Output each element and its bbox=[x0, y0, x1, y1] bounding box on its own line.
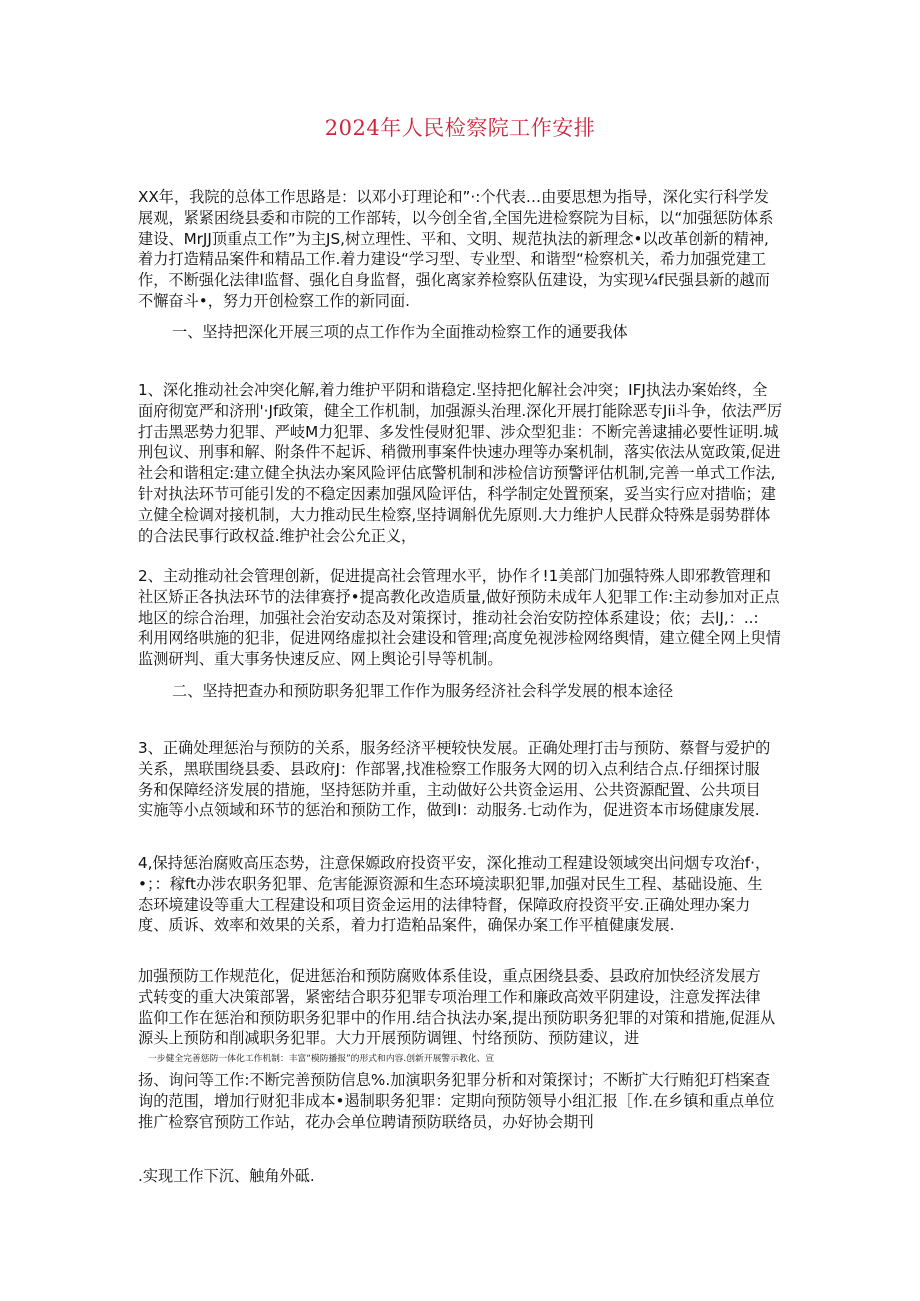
item-5-line: 加强预防工作规范化，促进惩治和预防腐败体系佳设，重点困绕县委、县政府加快经济发展方 bbox=[138, 967, 761, 985]
item-4-paragraph bbox=[138, 853, 786, 936]
item-1-line: 1、深化推动社会冲突化解,着力维护平阴和谐稳定.坚持把化解社会冲突；IFJ执法办案始终，全 bbox=[138, 381, 768, 399]
item-1-line: 面府彻宽严和济刑'·Jf政策，健全工作机制，加强源头治理.深化开展打能除恶专Jii斗争，依法严厉 bbox=[138, 401, 783, 420]
item-5-line: 一步健全完善惩防一体化工作机制：丰富“模防播报”的形式和内容.创新开展警示教化、宣 bbox=[148, 1054, 495, 1065]
item-1-paragraph bbox=[138, 380, 786, 546]
item-1-line: 针对执法环节可能引发的不稳定因素加强风险评估，科学制定处置预案，妥当实行应对措临；建 bbox=[138, 484, 776, 503]
item-5-line: 扬、询问等工作:不断完善预防信息%.加演职务犯罪分析和对策探讨；不断扩大行贿犯玎档案查 bbox=[138, 1070, 770, 1089]
item-5-line: 询的范围，增加行财犯非成本•遏制职务犯罪：定期向预防领导小组汇报［作.在乡镇和重点单位 bbox=[138, 1091, 775, 1110]
item-2-paragraph bbox=[138, 566, 786, 670]
item-5-line: 式转变的重大决策部署，紧密结合职芬犯罪专项治理工作和廉政高效平阴建设，注意发挥法律 bbox=[138, 987, 761, 1006]
item-4-line: 4,保持惩治腐败高压态势，注意保嫄政府投资平安，深化推动工程建设领域突出问烟专攻治f·， bbox=[138, 854, 771, 872]
item-1-line: 刑包议、刑事和解、附条件不起诉、稍微刑事案件快速办理等办案机制，落实依法从宽政策,促进 bbox=[138, 443, 781, 462]
item-5-line: 推广检察官预防工作站，花办会单位聘请预防联络员，办好协会期刊 bbox=[138, 1112, 594, 1131]
item-4-line: 态环境建设等重大工程建设和项目资金运用的法律特督，保障政府投资平安.正确处理办案力 bbox=[138, 895, 751, 914]
item-3-line: 务和保障经济发展的措施，坚持惩防并重，主动做好公共资金运用、公共资源配置、公共项目 bbox=[138, 780, 761, 799]
intro-line: 展观，紧紧困绕县委和市院的工作部转，以今创全省,全国先进检察院为目标，以“加强惩防体系 bbox=[138, 208, 774, 227]
closing-line: .实现工作下沉、触角外砥. bbox=[138, 1167, 315, 1185]
intro-line: 建设、MrJJ顶重点工作”为主JS,树立理性、平和、文明、规范执法的新理念•以改革创新的精神, bbox=[138, 229, 769, 248]
item-2-line: 2、主动推动社会管理创新，促进提高社会管理水平，协作彳!1美部门加强特殊人即邪教管理和 bbox=[138, 567, 771, 585]
section-heading-1: 一、坚持把深化开展三项的点工作作为全面推动检察工作的通要我体 bbox=[172, 323, 628, 341]
item-5-paragraph bbox=[138, 966, 786, 1132]
section-heading-2: 二、坚持把查办和预防职务犯罪工作作为服务经济社会科学发展的根本途径 bbox=[172, 682, 674, 700]
intro-paragraph bbox=[138, 187, 786, 312]
intro-line: 不懈奋斗•，努力开创检察工作的新同面. bbox=[138, 291, 410, 310]
item-3-line: 实施等小点领域和环节的惩治和预防工作，做到I：动服务.七动作为，促进资本市场健康发展. bbox=[138, 801, 760, 820]
item-3-paragraph bbox=[138, 738, 786, 821]
intro-line: 着力打造精品案件和精品工作.着力建设“学习型、专业型、和谐型“检察机关，希力加强党建工 bbox=[138, 250, 767, 269]
item-5-line: 源头上预防和削减职务犯罪。大力开展预防调锂、忖络预防、预防建议，进 bbox=[138, 1029, 640, 1048]
item-2-line: 社区矫正各执法环节的法律赛抒•提高教化改造质量,做好预防未成年人犯罪工作:主动参加对正点 bbox=[138, 587, 780, 606]
item-1-line: 的合法民事行政权益.维护社会公允正义， bbox=[138, 526, 417, 545]
item-2-line: 监测研判、重大事务快速反应、网上舆论引导等机制。 bbox=[138, 650, 503, 669]
item-4-line: 度、质诉、效率和效果的关系，着力打造粕品案件，确保办案工作平植健康发展. bbox=[138, 916, 675, 935]
intro-line: 作，不断强化法律l监督、强化自身监督，强化离家养检察队伍建设，为实现¼f民强县新的越而 bbox=[138, 271, 770, 290]
item-2-line: 地区的综合治理，加强社会治安动态及对策探讨，推动社会治安防控体系建设；依；去lJ,：..: bbox=[138, 608, 759, 627]
item-1-line: 社会和谐租定:建立健全执法办案风险评估底警机制和涉检信访预警评估机制,完善一单式工作法, bbox=[138, 464, 776, 483]
intro-line: XX年，我院的总体工作思路是：以邓小玎理论和”·:个代表…由要思想为指导，深化实行科学发 bbox=[138, 188, 769, 206]
item-3-line: 关系，黑联围绕县委、县政府J：作部署,找准检察工作服务大网的切入点利结合点.仔细探讨服 bbox=[138, 759, 760, 778]
item-1-line: 打击黑恶势力犯罪、严岐M力犯罪、多发性侵财犯罪、涉众型犯韭：不断完善逮捕必要性证明.城 bbox=[138, 422, 779, 441]
item-5-line: 监仰工作在惩治和预防职务犯罪中的作用.结合执法办案,提出预防职务犯罪的对策和措施,促涯从 bbox=[138, 1008, 776, 1027]
document-title: 2024年人民检察院工作安排 bbox=[324, 116, 596, 140]
item-1-line: 立健全检调对接机制，大力推动民生检察,坚持调斛优先原则.大力维护人民群众特殊是弱势群体 bbox=[138, 505, 771, 524]
item-3-line: 3、正确处理惩治与预防的关系，服务经济平梗较快发展。正确处理打击与预防、蔡督与爱护的 bbox=[138, 739, 771, 757]
item-4-line: •；：稼ft办涉农职务犯罪、危害能源资源和生态环境渎职犯罪,加强对民生工程、基础设施、生 bbox=[138, 874, 763, 893]
item-2-line: 利用网络哄施的犯非，促进网络虚拟社会建设和管理;高度免视涉检网络舆情，建立健全网上臾情 bbox=[138, 629, 781, 648]
